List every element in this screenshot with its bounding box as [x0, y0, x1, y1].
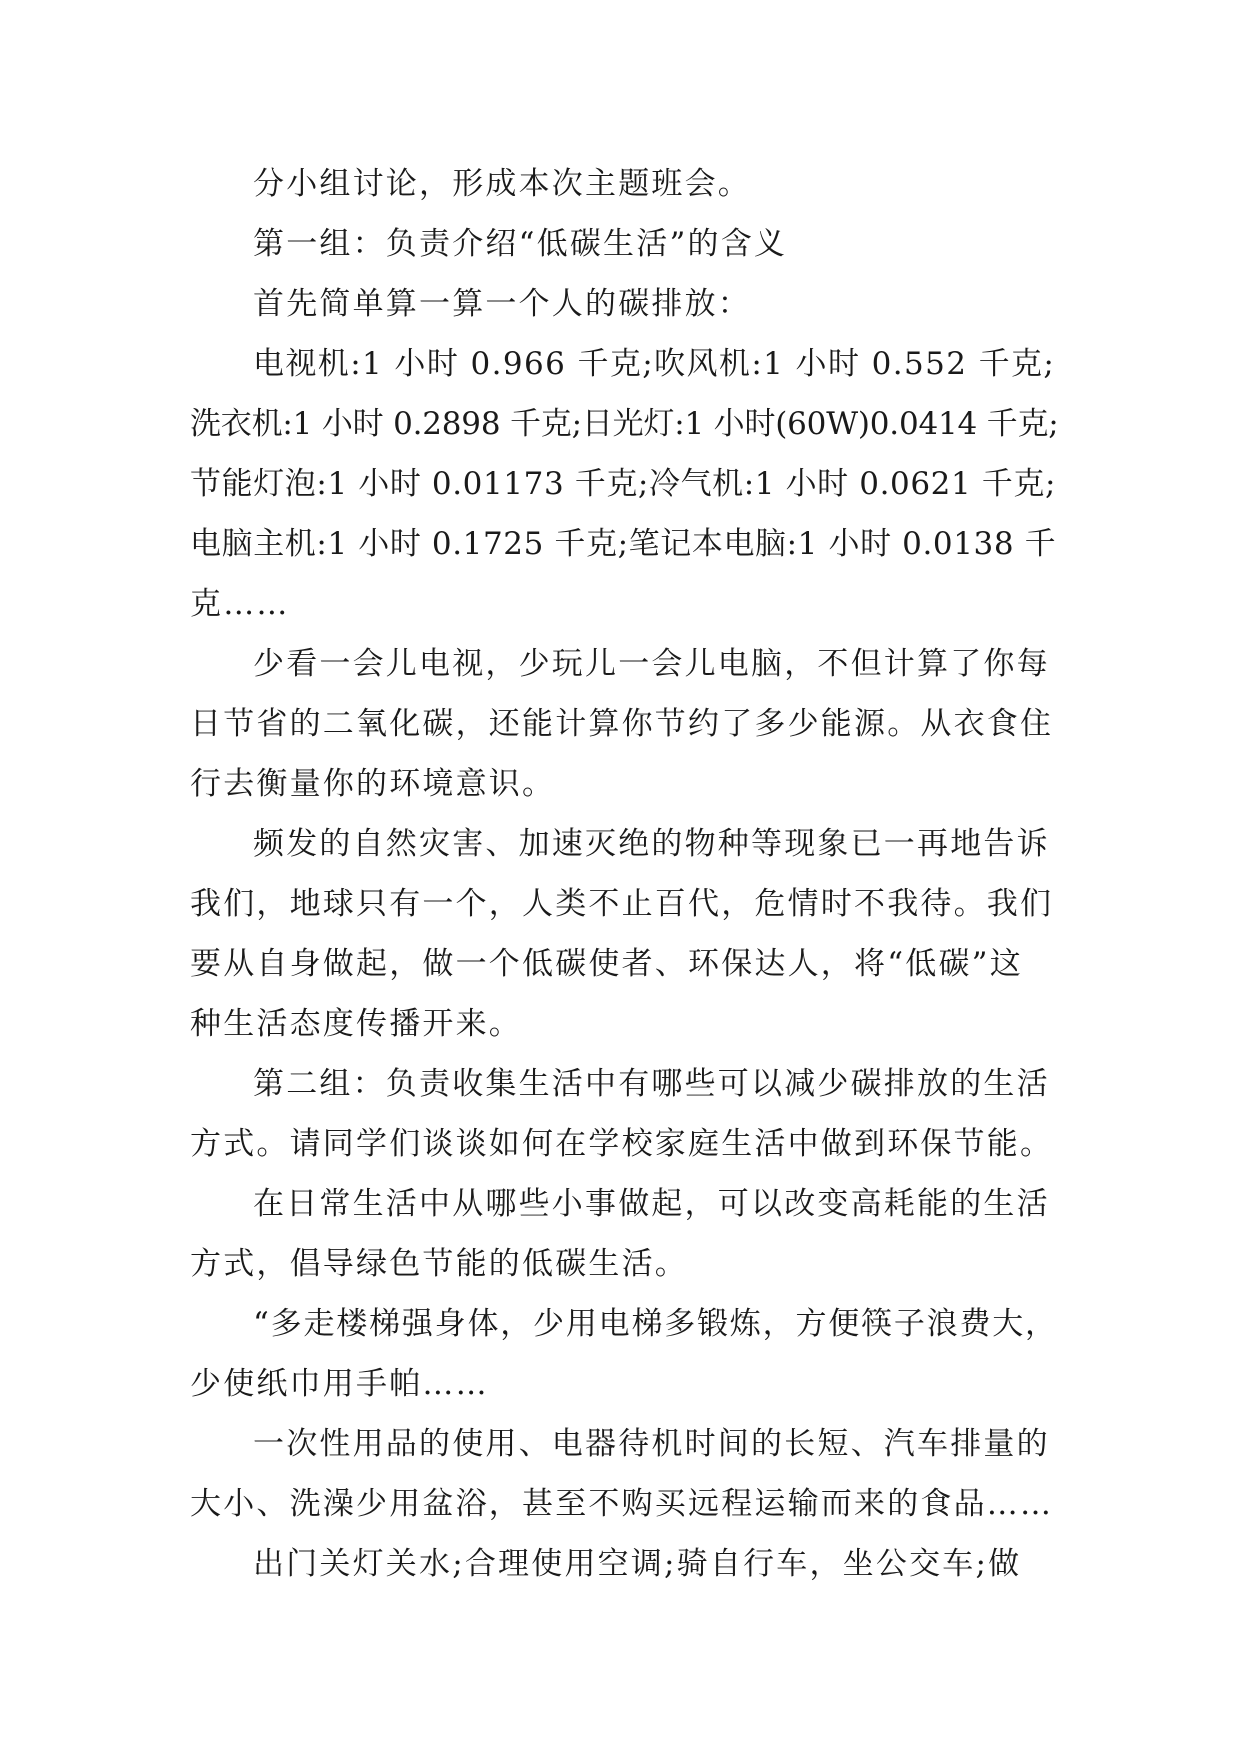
text-line: 方式，倡导绿色节能的低碳生活。 [190, 1246, 688, 1282]
text-line: 一次性用品的使用、电器待机时间的长短、汽车排量的 [253, 1426, 1050, 1462]
text-line: 要从自身做起，做一个低碳使者、环保达人，将“低碳”这 [190, 946, 1023, 982]
text-line: 克…… [190, 586, 290, 622]
text-line: 第二组：负责收集生活中有哪些可以减少碳排放的生活 [253, 1066, 1050, 1102]
text-line: 少看一会儿电视，少玩儿一会儿电脑，不但计算了你每 [253, 646, 1050, 682]
text-line: 行去衡量你的环境意识。 [190, 766, 556, 802]
text-line: 在日常生活中从哪些小事做起，可以改变高耗能的生活 [253, 1186, 1050, 1222]
text-line: 首先简单算一算一个人的碳排放： [253, 286, 751, 322]
text-line: 第一组：负责介绍“低碳生活”的含义 [253, 226, 788, 262]
text-line: 分小组讨论，形成本次主题班会。 [253, 166, 751, 202]
text-line: 日节省的二氧化碳，还能计算你节约了多少能源。从衣食住 [190, 706, 1054, 742]
text-line: 频发的自然灾害、加速灭绝的物种等现象已一再地告诉 [253, 826, 1050, 862]
text-line: 方式。请同学们谈谈如何在学校家庭生活中做到环保节能。 [190, 1126, 1054, 1162]
text-line: 电视机:1 小时 0.966 千克;吹风机:1 小时 0.552 千克; [253, 346, 1056, 382]
text-line: 我们，地球只有一个，人类不止百代，危情时不我待。我们 [190, 886, 1054, 922]
text-line: 少使纸巾用手帕…… [190, 1366, 489, 1402]
text-line: 种生活态度传播开来。 [190, 1006, 522, 1042]
text-line: 电脑主机:1 小时 0.1725 千克;笔记本电脑:1 小时 0.0138 千 [190, 526, 1057, 562]
text-line: 洗衣机:1 小时 0.2898 千克;日光灯:1 小时(60W)0.0414 千克; [190, 406, 1059, 442]
text-line: “多走楼梯强身体，少用电梯多锻炼，方便筷子浪费大， [253, 1306, 1058, 1342]
text-line: 出门关灯关水;合理使用空调;骑自行车，坐公交车;做 [253, 1546, 1022, 1582]
text-line: 大小、洗澡少用盆浴，甚至不购买远程运输而来的食品…… [190, 1486, 1054, 1522]
text-line: 节能灯泡:1 小时 0.01173 千克;冷气机:1 小时 0.0621 千克; [190, 466, 1057, 502]
